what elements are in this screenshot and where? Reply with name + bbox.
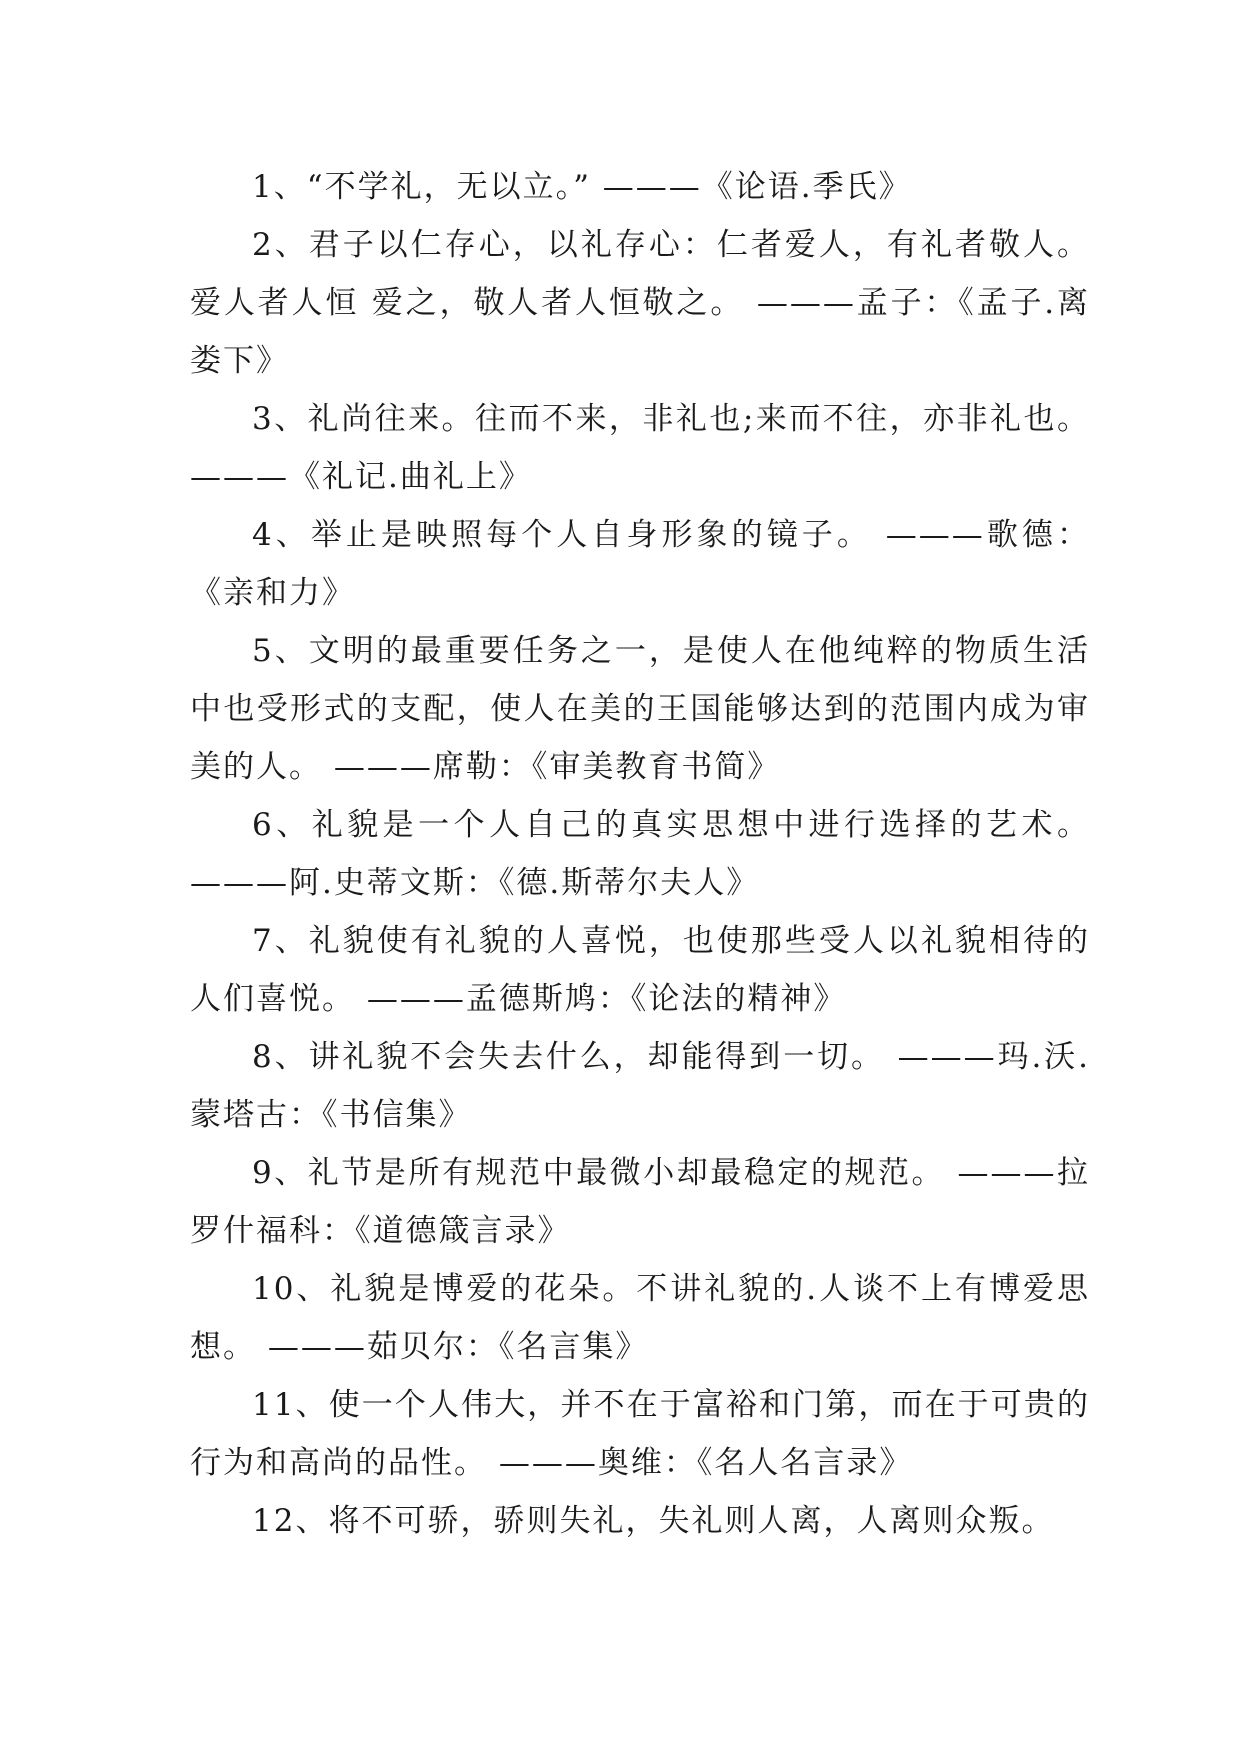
quote-paragraph-8: 8、讲礼貌不会失去什么，却能得到一切。 ———玛.沃.蒙塔古：《书信集》 bbox=[190, 1039, 1090, 1133]
quote-paragraph-7: 7、礼貌使有礼貌的人喜悦，也使那些受人以礼貌相待的人们喜悦。 ———孟德斯鸠：《论法的精神》 bbox=[190, 923, 1090, 1017]
quote-paragraph-3: 3、礼尚往来。往而不来，非礼也;来而不往，亦非礼也。 ———《礼记.曲礼上》 bbox=[190, 401, 1090, 495]
quote-paragraph-2: 2、君子以仁存心，以礼存心：仁者爱人，有礼者敬人。爱人者人恒 爱之，敬人者人恒敬之。 ———孟子：《孟子.离娄下》 bbox=[190, 227, 1090, 379]
quote-paragraph-4: 4、举止是映照每个人自身形象的镜子。 ———歌德：《亲和力》 bbox=[190, 517, 1090, 611]
quote-paragraph-10: 10、礼貌是博爱的花朵。不讲礼貌的.人谈不上有博爱思想。 ———茹贝尔：《名言集》 bbox=[190, 1271, 1090, 1365]
quote-list bbox=[190, 158, 1090, 1550]
quote-paragraph-6: 6、礼貌是一个人自己的真实思想中进行选择的艺术。 ———阿.史蒂文斯：《德.斯蒂尔夫人》 bbox=[190, 807, 1090, 901]
quote-paragraph-12: 12、将不可骄，骄则失礼，失礼则人离，人离则众叛。 bbox=[252, 1503, 1055, 1539]
quote-paragraph-5: 5、文明的最重要任务之一，是使人在他纯粹的物质生活中也受形式的支配，使人在美的王国能够达到的范围内成为审美的人。 ———席勒：《审美教育书简》 bbox=[190, 633, 1090, 785]
quote-paragraph-9: 9、礼节是所有规范中最微小却最稳定的规范。 ———拉罗什福科：《道德箴言录》 bbox=[190, 1155, 1090, 1249]
quote-paragraph-1: 1、“不学礼，无以立。” ———《论语.季氏》 bbox=[252, 169, 912, 205]
quote-paragraph-11: 11、使一个人伟大，并不在于富裕和门第，而在于可贵的行为和高尚的品性。 ———奥维：《名人名言录》 bbox=[190, 1387, 1090, 1481]
